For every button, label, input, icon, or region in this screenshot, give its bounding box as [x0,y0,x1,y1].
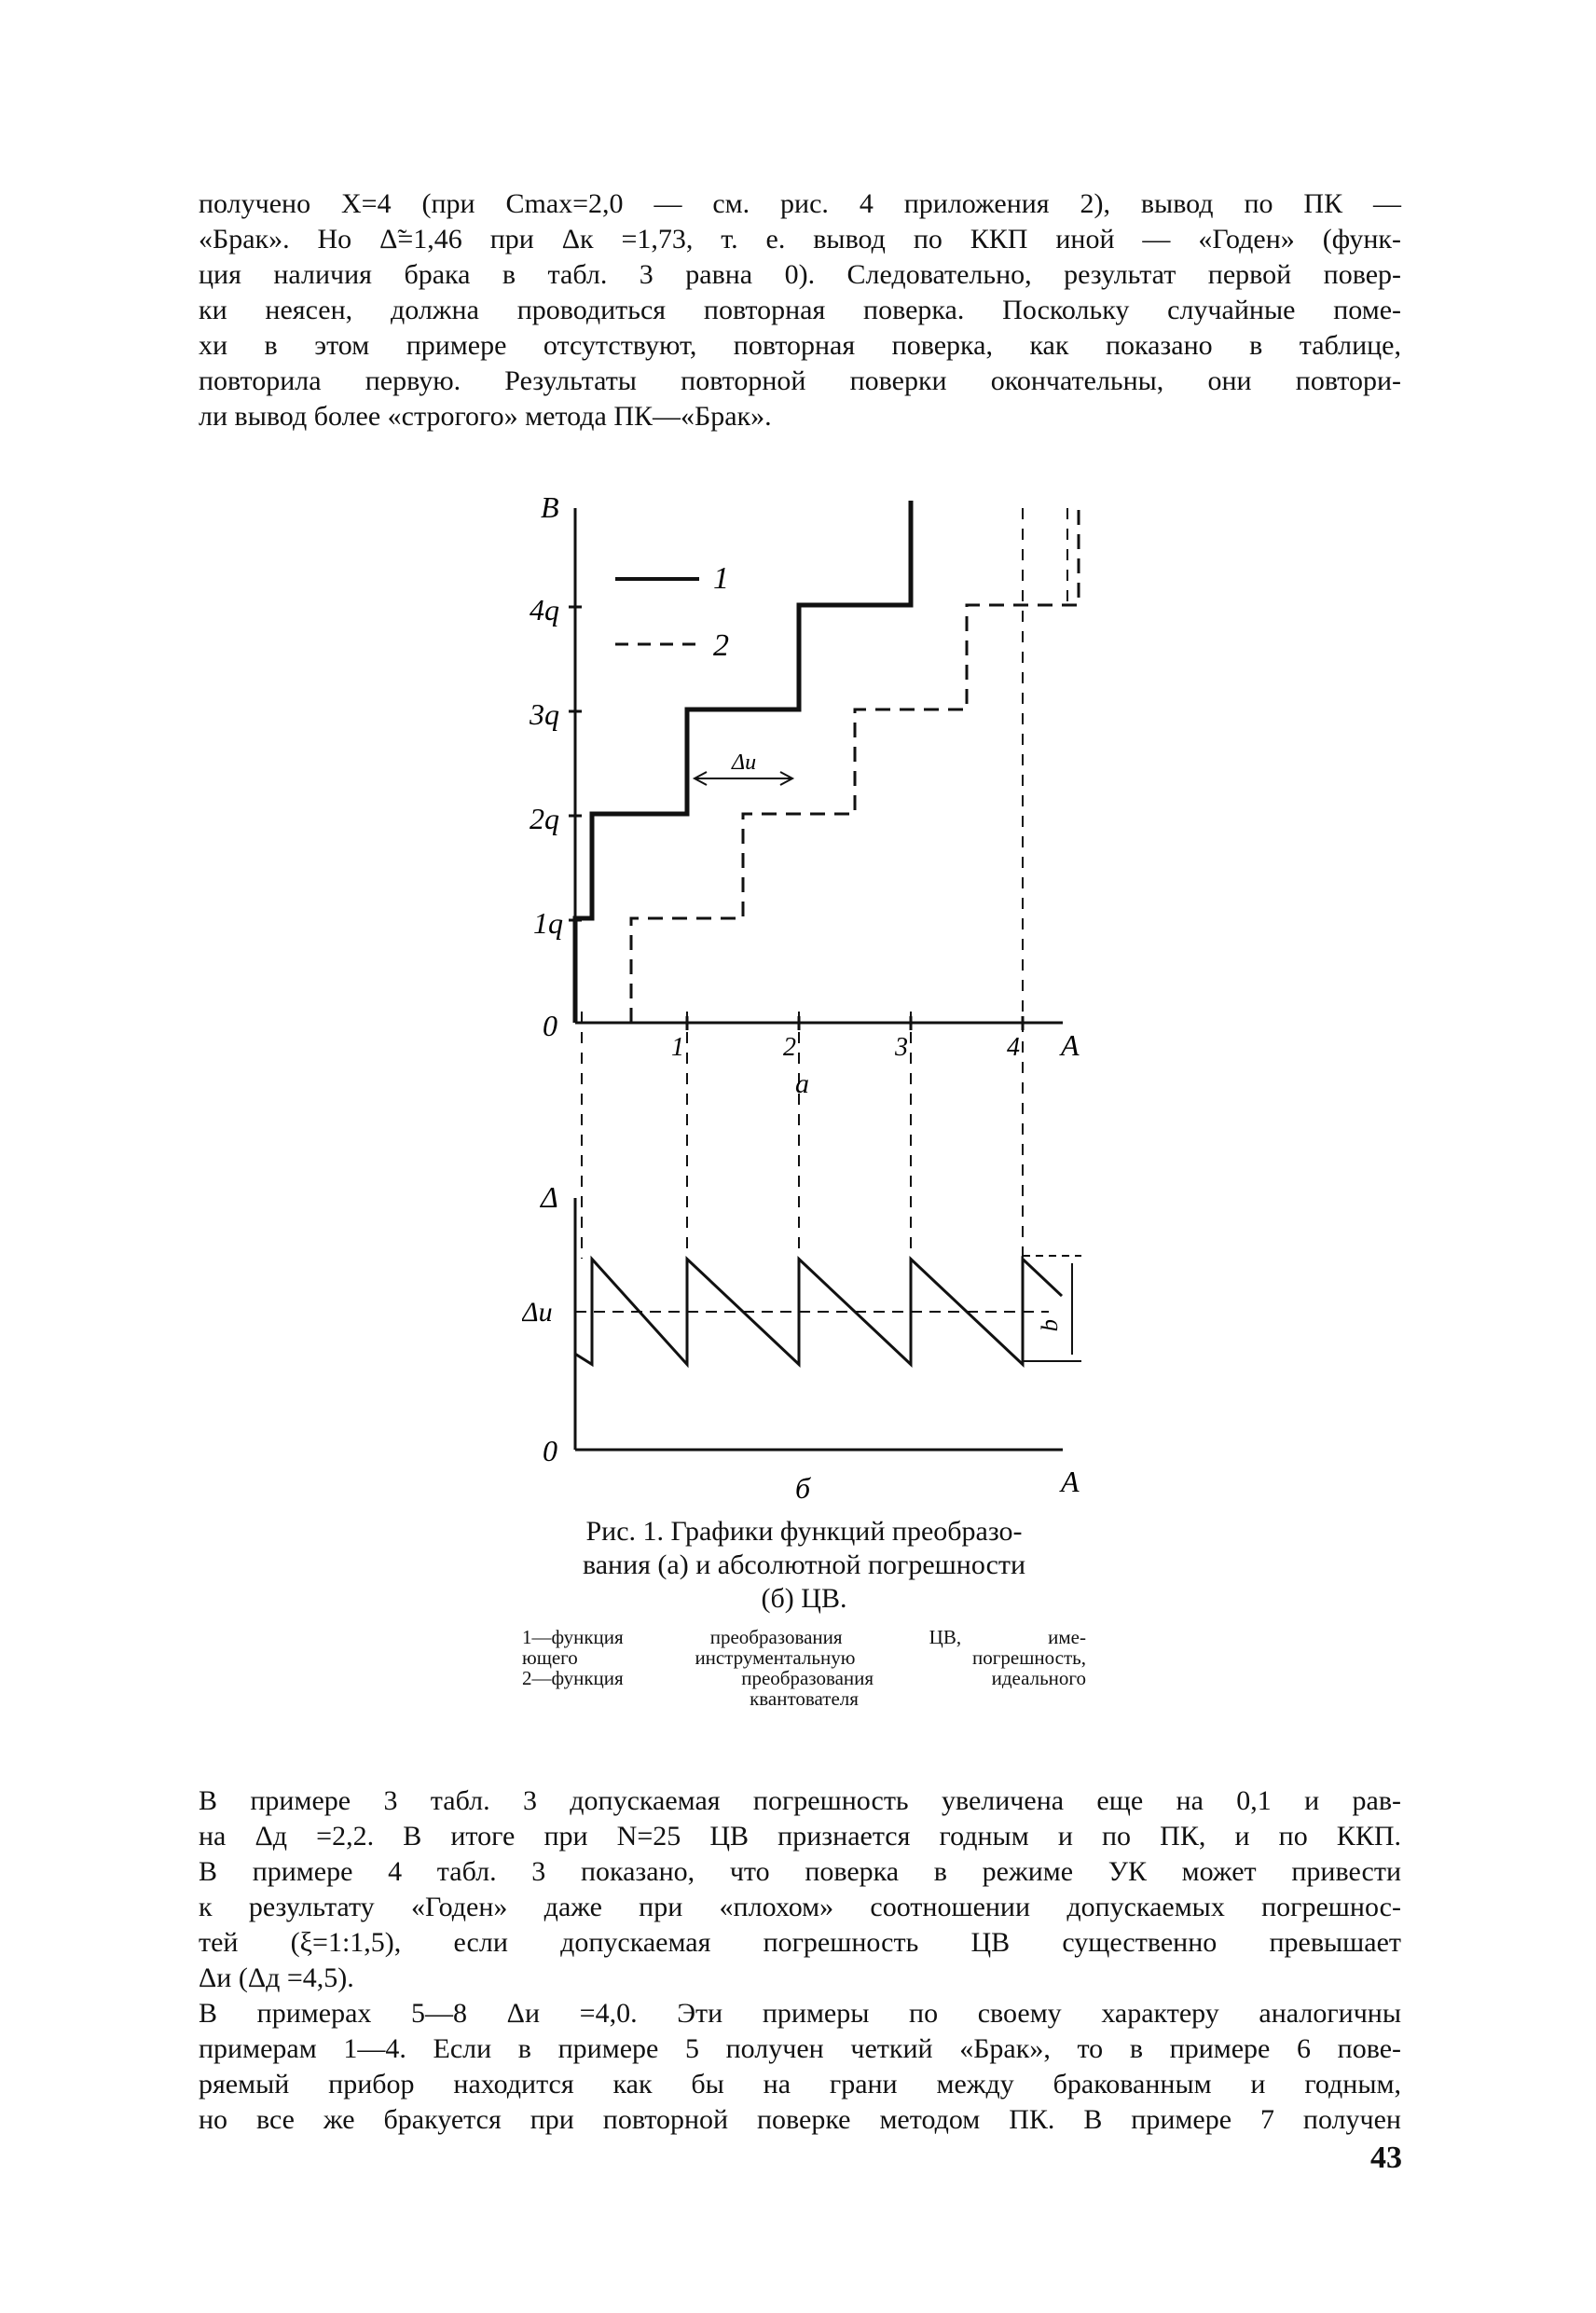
caption-line: вания (а) и абсолютной погрешности [582,1549,1026,1580]
text-line: «Брак». Но Δ̃=1,46 при Δк =1,73, т. е. вывод по ККП иной — «Годен» (функ- [199,224,1401,255]
x-tick-2: 2 [783,1033,796,1062]
bottom-chart-sublabel: б [795,1471,811,1505]
text-line: получено X=4 (при Cmax=2,0 — см. рис. 4 приложения 2), вывод по ПК — [199,188,1401,219]
top-chart-sublabel: a [795,1068,809,1099]
top-paragraph [199,186,1401,434]
top-x-axis-label: A [1061,1028,1080,1062]
text-line: Δи (Δд =4,5). [199,1962,354,1993]
text-line: но все же бракуется при повторной поверке методом ПК. В примере 7 получен [199,2104,1401,2135]
figure [522,489,1100,1506]
caption-legend-line: 2—функция преобразования идеального [522,1667,1086,1689]
caption-legend-line: квантователя [750,1687,859,1710]
caption-legend-line: ющего инструментальную погрешность, [522,1646,1086,1669]
y-tick-2q: 2q [530,802,559,835]
y-tick-4q: 4q [530,593,559,626]
caption-legend [522,1627,1086,1709]
caption-line: (б) ЦВ. [761,1583,847,1614]
q-side-label: q [1040,1319,1067,1331]
delta-u-annotation: Δи [732,750,757,775]
bottom-y-axis-label: Δ [541,1180,558,1214]
text-line: В примерах 5—8 Δи =4,0. Эти примеры по своему характеру аналогичны [199,1998,1401,2029]
caption-line: Рис. 1. Графики функций преобразо- [585,1516,1023,1547]
text-line: В примере 3 табл. 3 допускаемая погрешность увеличена еще на 0,1 и рав- [199,1785,1401,1816]
text-line: к результату «Годен» даже при «плохом» соотношении допускаемых погрешнос- [199,1892,1401,1922]
text-line: на Δд =2,2. В итоге при N=25 ЦВ признается годным и по ПК, и по ККП. [199,1821,1401,1852]
bottom-y-tick-delta-u: Δи [522,1297,553,1328]
x-tick-3: 3 [895,1033,908,1062]
figure-caption [522,1515,1086,1709]
text-line: тей (ξ=1:1,5), если допускаемая погрешность ЦВ существенно превышает [199,1927,1401,1958]
y-tick-1q: 1q [533,906,563,940]
text-line: хи в этом примере отсутствуют, повторная поверка, как показано в таблице, [199,330,1401,361]
bottom-x-axis-label: A [1061,1465,1080,1498]
caption-legend-line: 1—функция преобразования ЦВ, име- [522,1626,1086,1648]
text-line: ряемый прибор находится как бы на грани между бракованным и годным, [199,2069,1401,2100]
text-line: В примере 4 табл. 3 показано, что поверка в режиме УК может привести [199,1856,1401,1887]
x-tick-4: 4 [1007,1033,1020,1062]
legend-key-1: 1 [713,561,729,596]
text-line: ли вывод более «строгого» метода ПК—«Брак». [199,401,772,432]
legend-key-2: 2 [713,628,729,663]
text-line: ки неясен, должна проводиться повторная поверка. Поскольку случайные поме- [199,295,1401,325]
text-line: примерам 1—4. Если в примере 5 получен четкий «Брак», то в примере 6 пове- [199,2033,1401,2064]
caption-title [522,1515,1086,1616]
y-tick-3q: 3q [530,697,559,731]
text-line: повторила первую. Результаты повторной поверки окончательны, они повтори- [199,365,1401,396]
x-tick-1: 1 [671,1033,684,1062]
bottom-y-tick-0: 0 [543,1434,557,1467]
bottom-paragraph [199,1783,1401,2138]
y-tick-0: 0 [543,1009,557,1042]
page-number: 43 [1370,2141,1402,2175]
top-y-axis-label: B [541,490,559,524]
text-line: ция наличия брака в табл. 3 равна 0). Следовательно, результат первой повер- [199,259,1401,290]
